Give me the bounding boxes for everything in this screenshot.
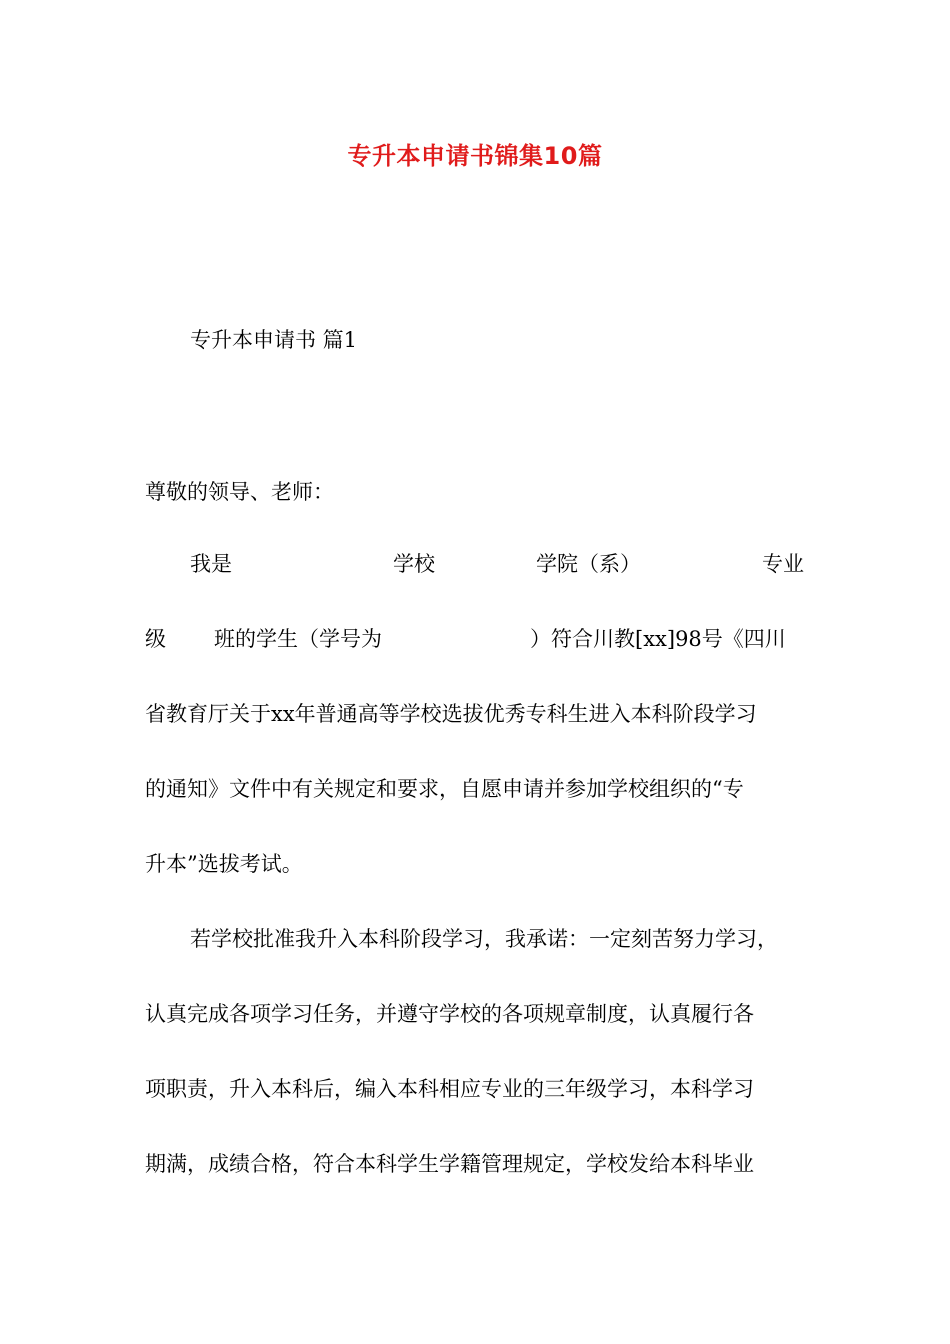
p1-line2-part-a: 级 (145, 627, 166, 651)
p1-line-3: 省教育厅关于xx年普通高等学校选拔优秀专科生进入本科阶段学习 (145, 702, 757, 726)
p1-line2-part-b: 班的学生（学号为 (214, 627, 382, 651)
p2-line-4: 期满，成绩合格，符合本科学生学籍管理规定，学校发给本科毕业 (145, 1152, 754, 1176)
p1-line2-part-c: ）符合川教[xx]98号《四川 (530, 627, 786, 651)
p1-word-2: 学校 (393, 552, 435, 576)
p1-word-1: 我是 (190, 552, 232, 576)
p1-line-4: 的通知》文件中有关规定和要求，自愿申请并参加学校组织的“专 (145, 777, 744, 801)
p2-line-2: 认真完成各项学习任务，并遵守学校的各项规章制度，认真履行各 (145, 1002, 754, 1026)
p1-line-5: 升本”选拔考试。 (145, 852, 303, 876)
p1-word-4: 专业 (762, 552, 804, 576)
salutation: 尊敬的领导、老师： (145, 480, 334, 504)
p2-line-3: 项职责，升入本科后，编入本科相应专业的三年级学习，本科学习 (145, 1077, 754, 1101)
p2-line-1: 若学校批准我升入本科阶段学习，我承诺：一定刻苦努力学习， (190, 927, 778, 951)
p1-word-3: 学院（系） (536, 552, 641, 576)
document-title: 专升本申请书锦集10篇 (347, 142, 603, 170)
section-heading: 专升本申请书 篇1 (190, 328, 358, 352)
